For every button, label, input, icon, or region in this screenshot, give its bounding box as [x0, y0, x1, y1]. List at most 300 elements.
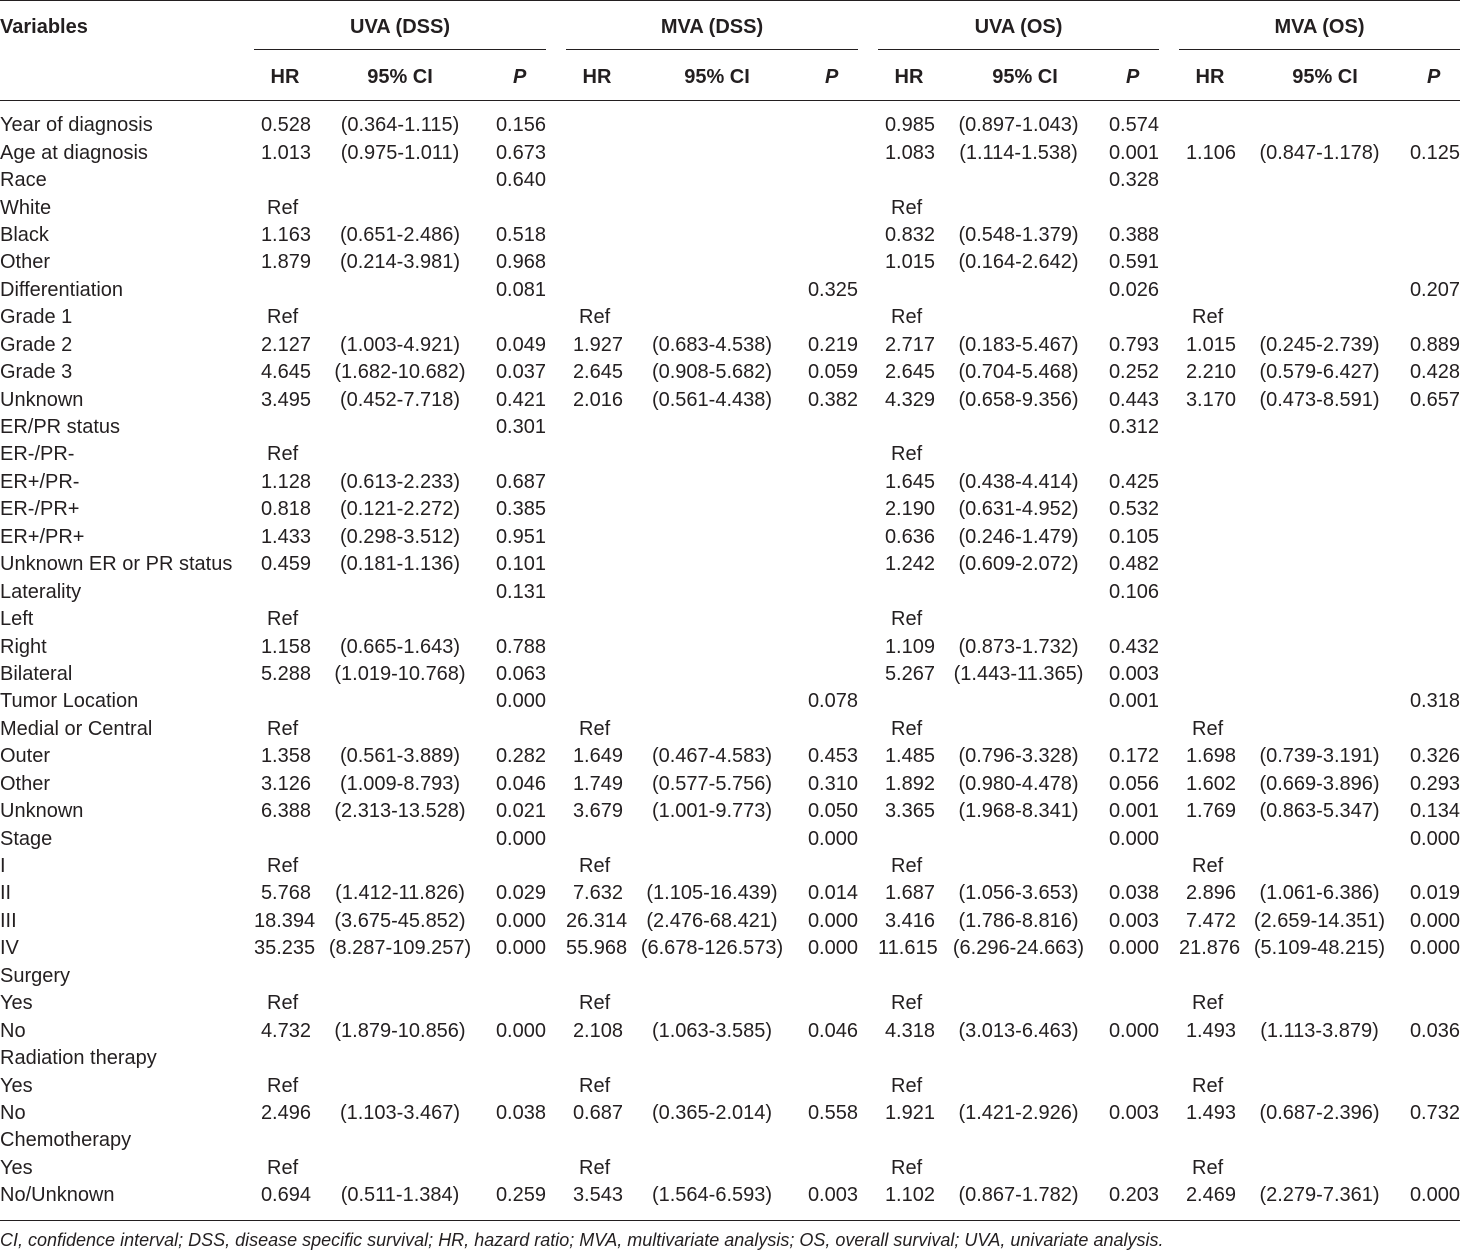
column-gap — [1159, 633, 1179, 660]
ci-value — [623, 496, 801, 523]
table-row — [0, 688, 1460, 715]
p-value — [1102, 716, 1159, 743]
table-row — [0, 606, 1460, 633]
hr-value — [254, 1045, 311, 1072]
hr-value: Ref — [891, 1156, 923, 1179]
column-gap — [858, 139, 878, 166]
column-gap — [858, 1045, 878, 1072]
hr-value — [1179, 688, 1236, 715]
column-gap — [858, 1100, 878, 1127]
sub-variable-label: Unknown ER or PR status — [0, 553, 233, 576]
column-gap — [546, 194, 566, 221]
p-value: 0.056 — [1108, 772, 1159, 795]
hr-value — [566, 524, 623, 551]
table-row — [0, 578, 1460, 605]
group-rule-uva-os — [878, 49, 1159, 50]
hr-value: 3.495 — [260, 388, 311, 411]
hr-value — [878, 167, 935, 194]
hr-value — [254, 963, 311, 990]
p-value: 0.325 — [807, 278, 858, 301]
ci-value: (0.164-2.642) — [958, 251, 1079, 274]
hr-value — [1179, 277, 1236, 304]
p-value: 0.037 — [495, 361, 546, 384]
sub-variable-label: Left — [0, 608, 34, 631]
ci-value: (2.476-68.421) — [646, 909, 778, 932]
sub-variable-label: Medial or Central — [0, 717, 153, 740]
table-row — [0, 496, 1460, 523]
p-value: 0.046 — [807, 1019, 858, 1042]
p-value: 0.425 — [1108, 470, 1159, 493]
p-value: 0.000 — [807, 827, 858, 850]
sub-variable-label: ER+/PR+ — [0, 525, 85, 548]
table-row — [0, 935, 1460, 962]
p-value — [801, 633, 858, 660]
hr-value: 2.645 — [572, 361, 623, 384]
p-value: 0.203 — [1108, 1184, 1159, 1207]
hr-value: 2.645 — [884, 361, 935, 384]
column-gap — [546, 1155, 566, 1182]
hr-value: 0.694 — [260, 1184, 311, 1207]
variable-label: Year of diagnosis — [0, 114, 153, 137]
ci-value — [935, 414, 1102, 441]
hr-value: Ref — [267, 1156, 299, 1179]
hr-value: 1.102 — [884, 1184, 935, 1207]
hr-value: Ref — [1192, 1156, 1224, 1179]
group-rule-mva-dss — [566, 49, 858, 50]
ci-value: (2.279-7.361) — [1259, 1184, 1380, 1207]
ci-value: (0.863-5.347) — [1259, 800, 1380, 823]
ci-value: (1.113-3.879) — [1260, 1019, 1379, 1042]
ci-value — [623, 661, 801, 688]
p-value — [1403, 633, 1460, 660]
column-gap — [858, 798, 878, 825]
hr-value: 1.158 — [260, 635, 311, 658]
ci-value: (0.796-3.328) — [958, 745, 1079, 768]
p-value — [801, 1155, 858, 1182]
column-gap — [858, 853, 878, 880]
hr-value: 3.679 — [572, 800, 623, 823]
p-value — [1403, 1045, 1460, 1072]
table-row — [0, 167, 1460, 194]
variable-label: Race — [0, 169, 47, 192]
column-gap — [858, 963, 878, 990]
p-value: 0.312 — [1108, 416, 1159, 439]
ci-value: (0.365-2.014) — [651, 1101, 773, 1124]
ci-value — [311, 853, 489, 880]
footnote: CI, confidence interval; DSS, disease specific survival; HR, hazard ratio; MVA, multivariate analysis; OS, overall survival; UVA, univariate analysis. — [0, 1230, 1164, 1250]
hr-value: Ref — [891, 717, 923, 740]
ci-value — [1236, 963, 1403, 990]
p-value: 0.078 — [807, 690, 858, 713]
header-bottom-rule — [0, 100, 1460, 101]
hr-value: 1.358 — [260, 745, 311, 768]
ci-value — [311, 990, 489, 1017]
p-value — [1403, 112, 1460, 139]
ci-value — [1236, 661, 1403, 688]
hr-value — [1179, 578, 1236, 605]
p-value — [1403, 496, 1460, 523]
ci-value: (1.564-6.593) — [651, 1184, 773, 1207]
column-gap — [1159, 798, 1179, 825]
p-value: 0.000 — [1409, 909, 1460, 932]
p-value: 0.310 — [807, 772, 858, 795]
ci-value: (0.246-1.479) — [958, 525, 1079, 548]
hr-value — [878, 963, 935, 990]
ci-value: (2.313-13.528) — [334, 800, 466, 823]
p-value: 0.252 — [1108, 361, 1159, 384]
hr-value: Ref — [579, 992, 611, 1015]
hr-value: Ref — [267, 196, 299, 219]
hr-value: 0.636 — [884, 525, 935, 548]
hr-value — [878, 825, 935, 852]
p-value — [1403, 167, 1460, 194]
subheader-ci: 95% CI — [1292, 66, 1358, 88]
ci-value — [311, 1045, 489, 1072]
variable-label: Age at diagnosis — [0, 141, 148, 164]
hr-value — [1179, 963, 1236, 990]
column-gap — [546, 853, 566, 880]
p-value — [801, 496, 858, 523]
ci-value — [311, 1155, 489, 1182]
p-value — [1403, 194, 1460, 221]
ci-value — [311, 1127, 489, 1154]
sub-variable-label: I — [0, 855, 6, 878]
p-value: 0.788 — [495, 635, 546, 658]
p-value — [1403, 1155, 1460, 1182]
hr-value: 1.013 — [260, 141, 311, 164]
p-value — [801, 1127, 858, 1154]
ci-value: (1.412-11.826) — [335, 882, 465, 905]
hr-value — [1179, 249, 1236, 276]
column-gap — [1159, 606, 1179, 633]
p-value: 0.000 — [1108, 1019, 1159, 1042]
column-gap — [858, 469, 878, 496]
sub-variable-label: Bilateral — [0, 662, 73, 685]
ci-value: (1.786-8.816) — [958, 909, 1079, 932]
hr-value — [566, 469, 623, 496]
p-value: 0.001 — [1108, 800, 1159, 823]
p-value: 0.000 — [1409, 1184, 1460, 1207]
table-row — [0, 1155, 1460, 1182]
p-value: 0.640 — [495, 169, 546, 192]
table-row — [0, 1072, 1460, 1099]
hr-value: Ref — [891, 1074, 923, 1097]
ci-value: (0.438-4.414) — [958, 470, 1079, 493]
p-value: 0.732 — [1409, 1101, 1460, 1124]
ci-value — [935, 1045, 1102, 1072]
hr-value: 1.769 — [1185, 800, 1236, 823]
p-value — [801, 551, 858, 578]
table-row — [0, 551, 1460, 578]
sub-variable-label: White — [0, 196, 52, 219]
ci-value — [311, 963, 489, 990]
hr-value: Ref — [579, 717, 611, 740]
hr-value: 3.416 — [884, 909, 935, 932]
hr-value: Ref — [579, 306, 611, 329]
column-gap — [1159, 139, 1179, 166]
variable-label: Radiation therapy — [0, 1047, 157, 1070]
ci-value: (0.577-5.756) — [651, 772, 773, 795]
table-row — [0, 990, 1460, 1017]
table-row — [0, 1127, 1460, 1154]
column-gap — [858, 880, 878, 907]
ci-value: (0.651-2.486) — [339, 223, 461, 246]
header-group-uva-os: UVA (OS) — [974, 16, 1063, 38]
ci-value: (0.181-1.136) — [339, 553, 461, 576]
hr-value — [1179, 606, 1236, 633]
hr-value: 2.108 — [572, 1019, 623, 1042]
column-gap — [1159, 386, 1179, 413]
table-row — [0, 1182, 1460, 1209]
table-row — [0, 743, 1460, 770]
p-value: 0.000 — [1409, 827, 1460, 850]
hr-value: 1.698 — [1185, 745, 1236, 768]
table-row — [0, 359, 1460, 386]
column-gap — [546, 496, 566, 523]
p-value — [801, 304, 858, 331]
hr-value — [566, 1127, 623, 1154]
column-gap — [546, 688, 566, 715]
ci-value: (2.659-14.351) — [1253, 909, 1386, 932]
ci-value — [623, 1155, 801, 1182]
ci-value — [1236, 578, 1403, 605]
hr-value: 1.485 — [884, 745, 935, 768]
p-value — [1102, 990, 1159, 1017]
ci-value: (0.579-6.427) — [1259, 361, 1380, 384]
hr-value: 1.109 — [884, 635, 935, 658]
hr-value — [566, 167, 623, 194]
column-gap — [858, 1127, 878, 1154]
hr-value: 0.818 — [260, 498, 311, 521]
p-value: 0.038 — [1108, 882, 1159, 905]
ci-value: (1.421-2.926) — [958, 1101, 1079, 1124]
p-value: 0.172 — [1108, 745, 1159, 768]
ci-value: (0.467-4.583) — [651, 745, 773, 768]
p-value: 0.889 — [1409, 333, 1460, 356]
p-value: 0.026 — [1108, 278, 1159, 301]
hr-value: 5.768 — [260, 882, 311, 905]
p-value — [489, 990, 546, 1017]
hr-value: 4.645 — [260, 361, 311, 384]
ci-value — [935, 194, 1102, 221]
p-value: 0.106 — [1108, 580, 1159, 603]
ci-value — [623, 1072, 801, 1099]
variable-label: Chemotherapy — [0, 1129, 132, 1152]
ci-value: (0.683-4.538) — [651, 333, 773, 356]
column-gap — [858, 277, 878, 304]
ci-value: (0.561-4.438) — [651, 388, 773, 411]
hr-value — [878, 277, 935, 304]
p-value — [801, 167, 858, 194]
hr-value — [566, 825, 623, 852]
column-gap — [1159, 277, 1179, 304]
hr-value — [254, 578, 311, 605]
ci-value — [1236, 222, 1403, 249]
sub-variable-label: ER-/PR- — [0, 443, 75, 466]
p-value: 0.105 — [1108, 525, 1159, 548]
p-value: 0.156 — [495, 114, 546, 137]
ci-value — [623, 990, 801, 1017]
p-value: 0.049 — [495, 333, 546, 356]
p-value — [801, 1045, 858, 1072]
ci-value — [1236, 1155, 1403, 1182]
column-gap — [1159, 990, 1179, 1017]
sub-variable-label: ER+/PR- — [0, 470, 80, 493]
p-value: 0.219 — [807, 333, 858, 356]
table-row — [0, 524, 1460, 551]
column-gap — [858, 825, 878, 852]
ci-value: (0.908-5.682) — [651, 361, 773, 384]
column-gap — [1159, 716, 1179, 743]
hr-value — [878, 1045, 935, 1072]
p-value — [1403, 1127, 1460, 1154]
sub-variable-label: No — [0, 1101, 26, 1124]
ci-value: (1.879-10.856) — [334, 1019, 466, 1042]
ci-value: (1.968-8.341) — [958, 800, 1079, 823]
p-value — [1403, 963, 1460, 990]
hr-value — [1179, 524, 1236, 551]
p-value: 0.293 — [1409, 772, 1460, 795]
hr-value — [1179, 825, 1236, 852]
p-value — [489, 1155, 546, 1182]
column-gap — [1159, 935, 1179, 962]
table-row — [0, 1045, 1460, 1072]
ci-value — [1236, 524, 1403, 551]
p-value — [1102, 194, 1159, 221]
hr-value: Ref — [891, 196, 923, 219]
ci-value: (1.061-6.386) — [1259, 882, 1380, 905]
hr-value: Ref — [579, 855, 611, 878]
ci-value — [1236, 112, 1403, 139]
hr-value: 1.649 — [572, 745, 623, 768]
column-gap — [1159, 1155, 1179, 1182]
p-value — [489, 853, 546, 880]
p-value — [801, 414, 858, 441]
table-row — [0, 386, 1460, 413]
subheader-ci: 95% CI — [992, 66, 1058, 88]
p-value: 0.003 — [1108, 909, 1159, 932]
p-value: 0.428 — [1409, 361, 1460, 384]
hr-value: 2.496 — [260, 1101, 311, 1124]
hr-value: 0.687 — [572, 1101, 623, 1124]
column-gap — [546, 798, 566, 825]
column-gap — [858, 524, 878, 551]
sub-variable-label: Other — [0, 251, 51, 274]
hr-value: Ref — [891, 855, 923, 878]
hr-value: 21.876 — [1179, 937, 1241, 960]
column-gap — [1159, 771, 1179, 798]
p-value — [1403, 551, 1460, 578]
p-value — [801, 222, 858, 249]
ci-value — [1236, 1127, 1403, 1154]
table-row — [0, 908, 1460, 935]
hr-value: 0.985 — [884, 114, 935, 137]
column-gap — [1159, 1045, 1179, 1072]
hr-value — [566, 688, 623, 715]
ci-value — [311, 167, 489, 194]
column-gap — [1159, 414, 1179, 441]
column-gap — [546, 825, 566, 852]
hr-value: 1.892 — [884, 772, 935, 795]
ci-value — [311, 194, 489, 221]
p-value: 0.421 — [495, 388, 546, 411]
ci-value: (0.561-3.889) — [339, 745, 461, 768]
hr-value — [566, 551, 623, 578]
column-gap — [858, 496, 878, 523]
hr-value: Ref — [267, 1074, 299, 1097]
column-gap — [1159, 1127, 1179, 1154]
hr-value — [1179, 1127, 1236, 1154]
hr-value — [1179, 633, 1236, 660]
p-value — [1102, 441, 1159, 468]
column-gap — [546, 441, 566, 468]
hr-value: 1.106 — [1185, 141, 1236, 164]
column-gap — [858, 1155, 878, 1182]
column-gap — [546, 304, 566, 331]
p-value: 0.029 — [495, 882, 546, 905]
p-value: 0.059 — [807, 361, 858, 384]
column-gap — [858, 386, 878, 413]
ci-value: (0.452-7.718) — [339, 388, 461, 411]
hr-value — [878, 414, 935, 441]
hr-value: 2.190 — [884, 498, 935, 521]
hr-value: 3.126 — [260, 772, 311, 795]
ci-value — [1236, 441, 1403, 468]
hr-value — [566, 414, 623, 441]
ci-value — [311, 304, 489, 331]
ci-value — [1236, 853, 1403, 880]
column-gap — [546, 1100, 566, 1127]
hr-value: 1.128 — [260, 470, 311, 493]
ci-value — [1236, 469, 1403, 496]
ci-value — [935, 167, 1102, 194]
ci-value — [623, 222, 801, 249]
hr-value: 1.083 — [884, 141, 935, 164]
column-gap — [546, 524, 566, 551]
p-value: 0.000 — [1409, 937, 1460, 960]
column-gap — [546, 1127, 566, 1154]
column-gap — [546, 332, 566, 359]
ci-value: (0.548-1.379) — [958, 223, 1079, 246]
column-gap — [858, 1182, 878, 1209]
hr-value: 11.615 — [878, 937, 938, 960]
column-gap — [1159, 496, 1179, 523]
column-gap — [1159, 578, 1179, 605]
hr-value: Ref — [891, 443, 923, 466]
p-value: 0.318 — [1409, 690, 1460, 713]
header-group-uva-dss: UVA (DSS) — [350, 16, 450, 38]
column-gap — [858, 551, 878, 578]
ci-value — [935, 578, 1102, 605]
column-gap — [858, 1072, 878, 1099]
ci-value — [935, 853, 1102, 880]
hr-value — [566, 496, 623, 523]
hr-value — [1179, 1045, 1236, 1072]
hr-value: Ref — [1192, 306, 1224, 329]
p-value: 0.259 — [495, 1184, 546, 1207]
p-value — [1403, 222, 1460, 249]
column-gap — [546, 908, 566, 935]
column-gap — [858, 304, 878, 331]
p-value: 0.000 — [1108, 827, 1159, 850]
ci-value — [1236, 496, 1403, 523]
ci-value: (1.103-3.467) — [339, 1101, 461, 1124]
ci-value: (0.364-1.115) — [340, 114, 460, 137]
ci-value — [311, 441, 489, 468]
column-gap — [546, 1045, 566, 1072]
p-value: 0.063 — [495, 662, 546, 685]
hr-value — [566, 194, 623, 221]
